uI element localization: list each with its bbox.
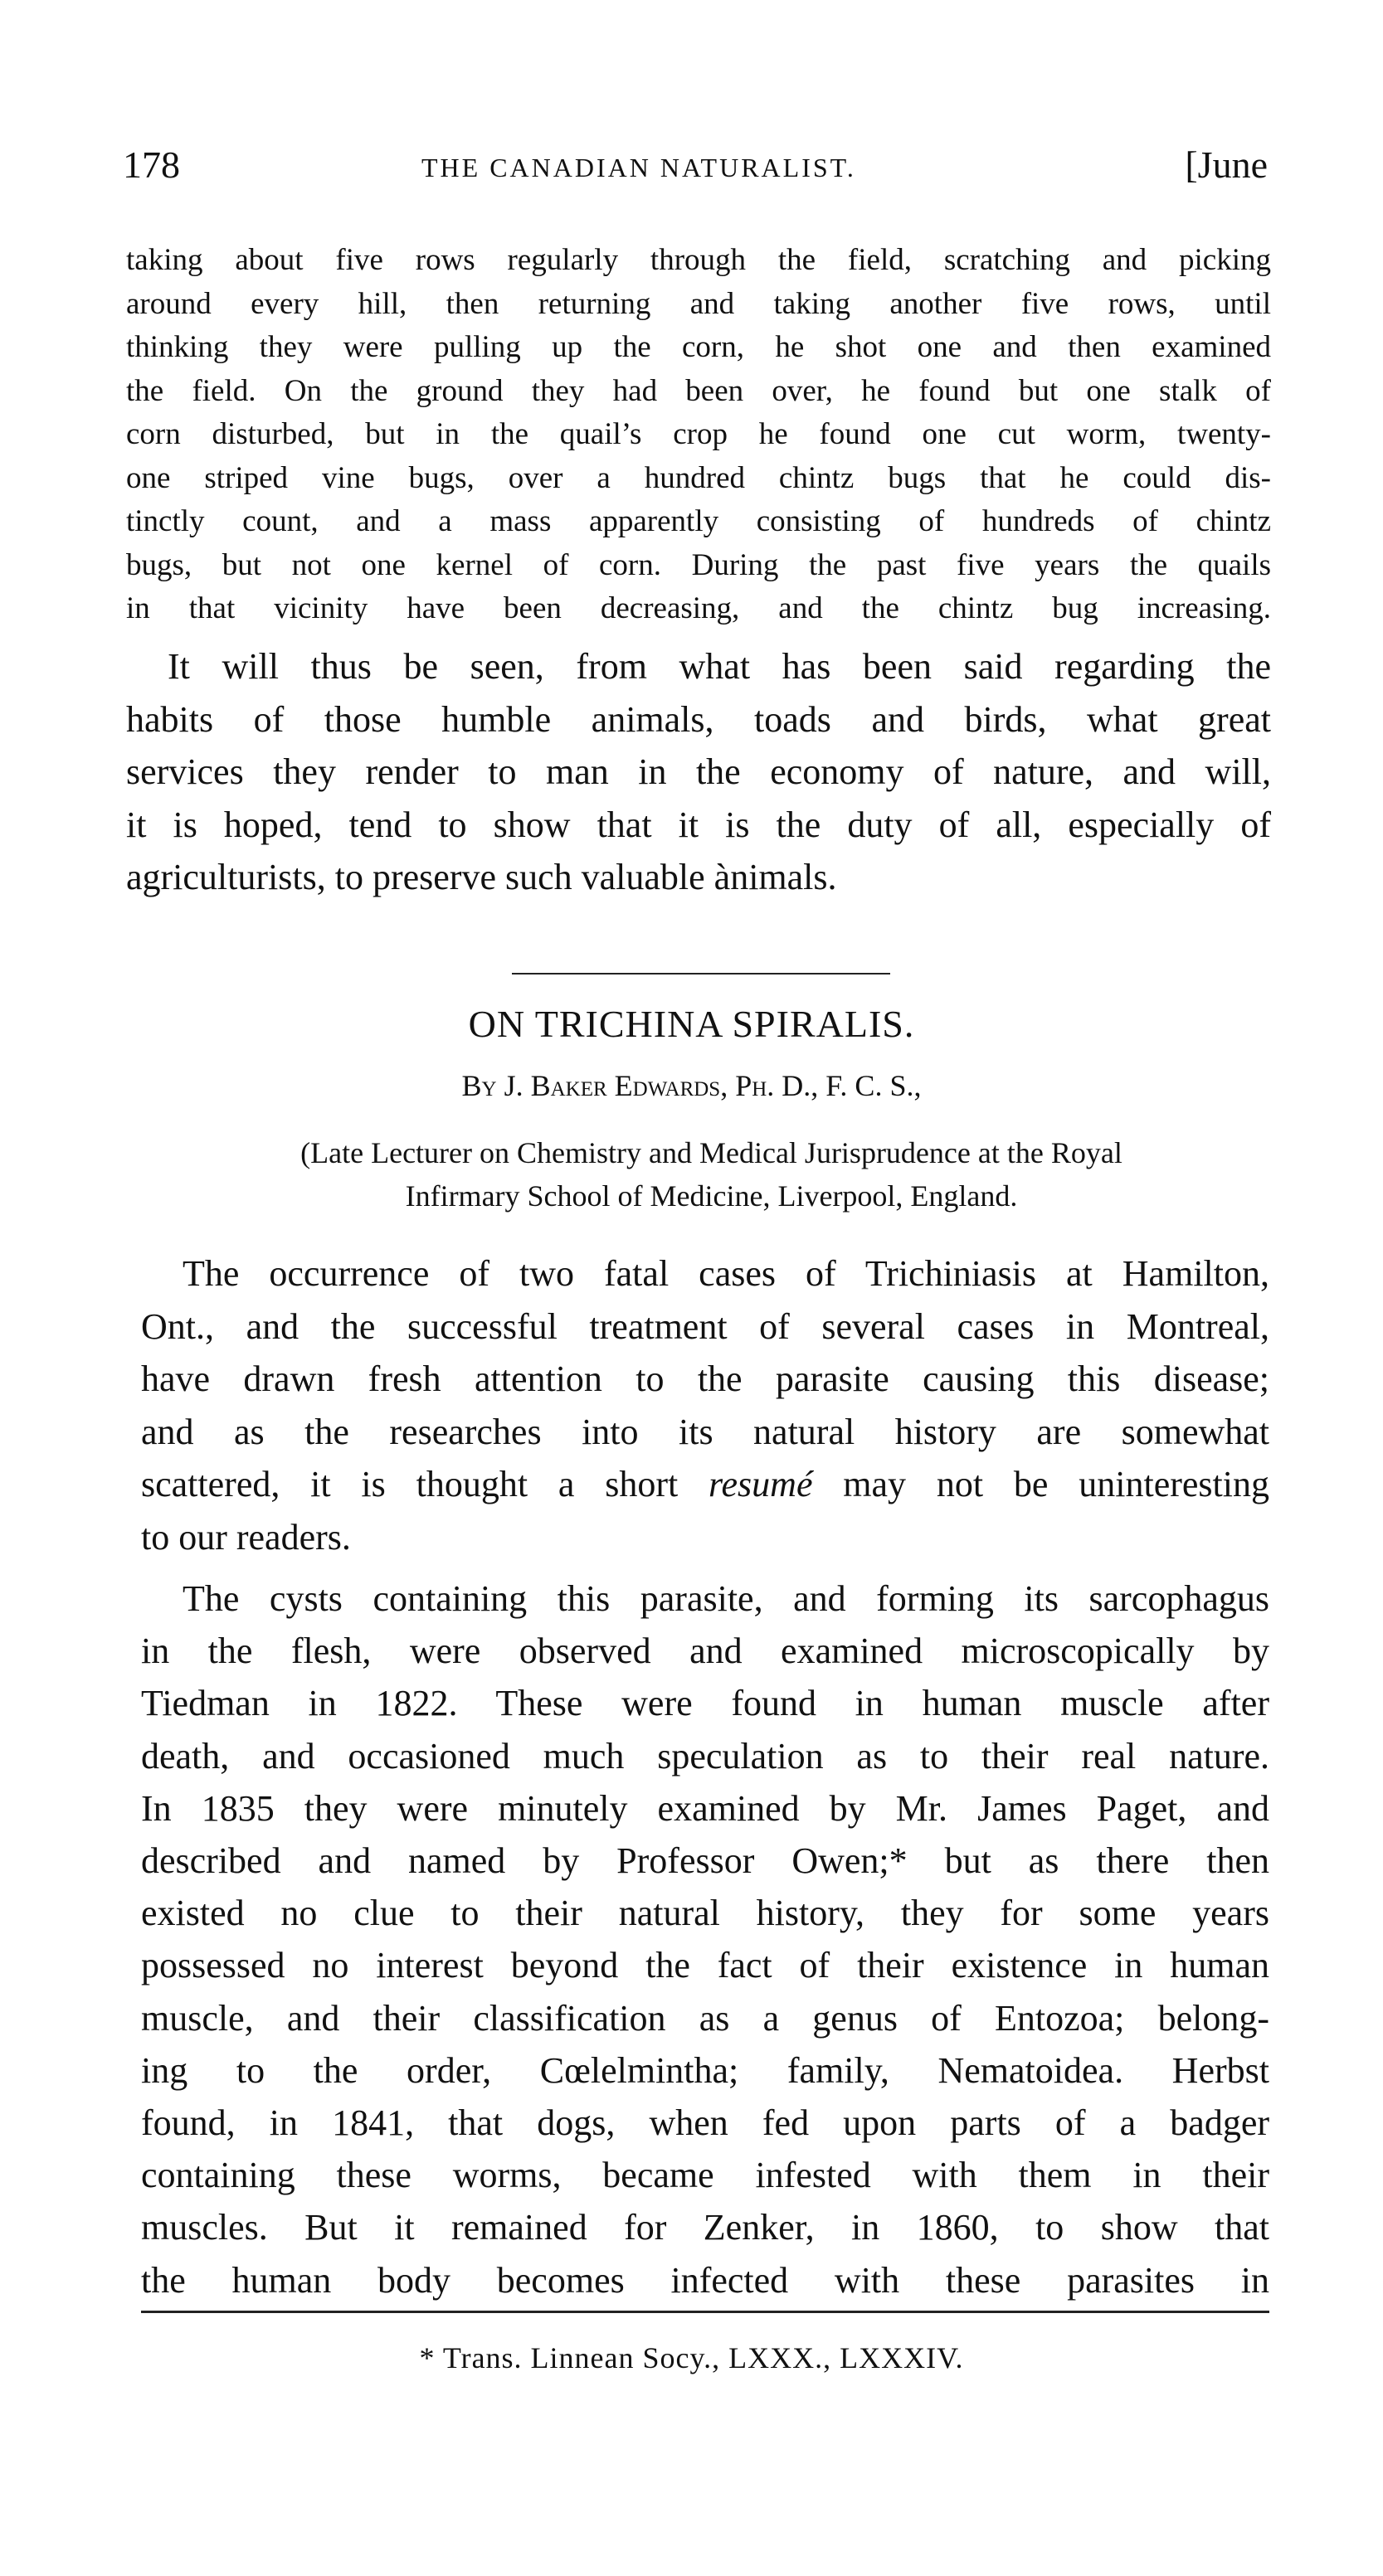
text-line: In 1835 they were minutely examined by Mr. James Paget, and <box>141 1787 1269 1829</box>
text-line: in the flesh, were observed and examined microscopically by <box>141 1631 1269 1672</box>
text-line: around every hill, then returning and taking another five rows, until <box>126 286 1271 321</box>
text-line: The occurrence of two fatal cases of Trichiniasis at Hamilton, <box>183 1253 1269 1294</box>
article-paragraph-1 <box>141 1247 1269 1563</box>
article-title: ON TRICHINA SPIRALIS. <box>468 1003 915 1045</box>
text-line: ing to the order, Cœlelmintha; family, Nematoidea. Herbst <box>141 2049 1269 2091</box>
text-line: death, and occasioned much speculation as to their real nature. <box>141 1735 1269 1776</box>
text-line: corn disturbed, but in the quail’s crop he found one cut worm, twenty- <box>126 417 1271 451</box>
text-fragment: may not be uninteresting <box>812 1464 1269 1504</box>
article-paragraph-2 <box>141 1572 1269 2306</box>
text-line: and as the researches into its natural history are somewhat <box>141 1411 1269 1452</box>
text-line: agriculturists, to preserve such valuable ànimals. <box>126 857 837 897</box>
text-line: the human body becomes infected with these parasites in <box>141 2259 1269 2301</box>
text-line: Tiedman in 1822. These were found in human muscle after <box>141 1683 1269 1724</box>
text-line: habits of those humble animals, toads and birds, what great <box>126 698 1271 740</box>
text-line: possessed no interest beyond the fact of their existence in human <box>141 1945 1269 1986</box>
text-line: have drawn fresh attention to the parasite causing this disease; <box>141 1358 1269 1399</box>
running-title: THE CANADIAN NATURALIST. <box>421 153 856 182</box>
page-number: 178 <box>123 143 180 186</box>
text-line-with-italic <box>141 1458 1269 1511</box>
text-line: one striped vine bugs, over a hundred chintz bugs that he could dis- <box>126 460 1271 495</box>
text-line: muscles. But it remained for Zenker, in 1860, to show that <box>141 2207 1269 2248</box>
text-line: the field. On the ground they had been over, he found but one stalk of <box>126 373 1271 408</box>
text-line: muscle, and their classification as a genus of Entozoa; belong- <box>141 1997 1269 2039</box>
text-line: it is hoped, tend to show that it is the duty of all, especially of <box>126 804 1271 845</box>
article-byline: By J. Baker Edwards, Ph. D., F. C. S., <box>461 1069 922 1102</box>
page-header <box>123 143 1268 201</box>
text-line: containing these worms, became infested with them in their <box>141 2155 1269 2196</box>
text-line: tinctly count, and a mass apparently consisting of hundreds of chintz <box>126 504 1271 538</box>
text-line: services they render to man in the economy of nature, and will, <box>126 751 1271 792</box>
text-line: It will thus be seen, from what has been said regarding the <box>168 646 1271 687</box>
affiliation-line: (Late Lecturer on Chemistry and Medical Jurisprudence at the Royal <box>300 1136 1122 1169</box>
footnote: * Trans. Linnean Socy., LXXX., LXXXIV. <box>419 2341 964 2374</box>
section-divider <box>512 973 890 975</box>
italic-word: resumé <box>709 1464 813 1504</box>
issue-month: [June <box>1185 143 1268 186</box>
author-affiliation <box>153 1131 1269 1218</box>
text-line: taking about five rows regularly through the field, scratching and picking <box>126 243 1271 277</box>
text-line: to our readers. <box>141 1516 351 1558</box>
text-fragment: scattered, it is thought a short <box>141 1464 709 1504</box>
affiliation-line: Infirmary School of Medicine, Liverpool, England. <box>405 1179 1018 1213</box>
text-line: The cysts containing this parasite, and forming its sarcophagus <box>183 1578 1269 1619</box>
text-line: Ont., and the successful treatment of several cases in Montreal, <box>141 1305 1269 1347</box>
text-line: described and named by Professor Owen;* but as there then <box>141 1840 1269 1882</box>
text-line: existed no clue to their natural history, they for some years <box>141 1893 1269 1934</box>
previous-article-closing-paragraph <box>126 640 1271 904</box>
footnote-rule <box>141 2311 1269 2313</box>
text-line: found, in 1841, that dogs, when fed upon parts of a badger <box>141 2102 1269 2144</box>
text-line: bugs, but not one kernel of corn. During the past five years the quails <box>126 547 1271 582</box>
text-line: thinking they were pulling up the corn, he shot one and then examined <box>126 330 1271 364</box>
previous-article-small-text <box>126 239 1271 631</box>
text-line: in that vicinity have been decreasing, and the chintz bug increasing. <box>126 591 1271 625</box>
